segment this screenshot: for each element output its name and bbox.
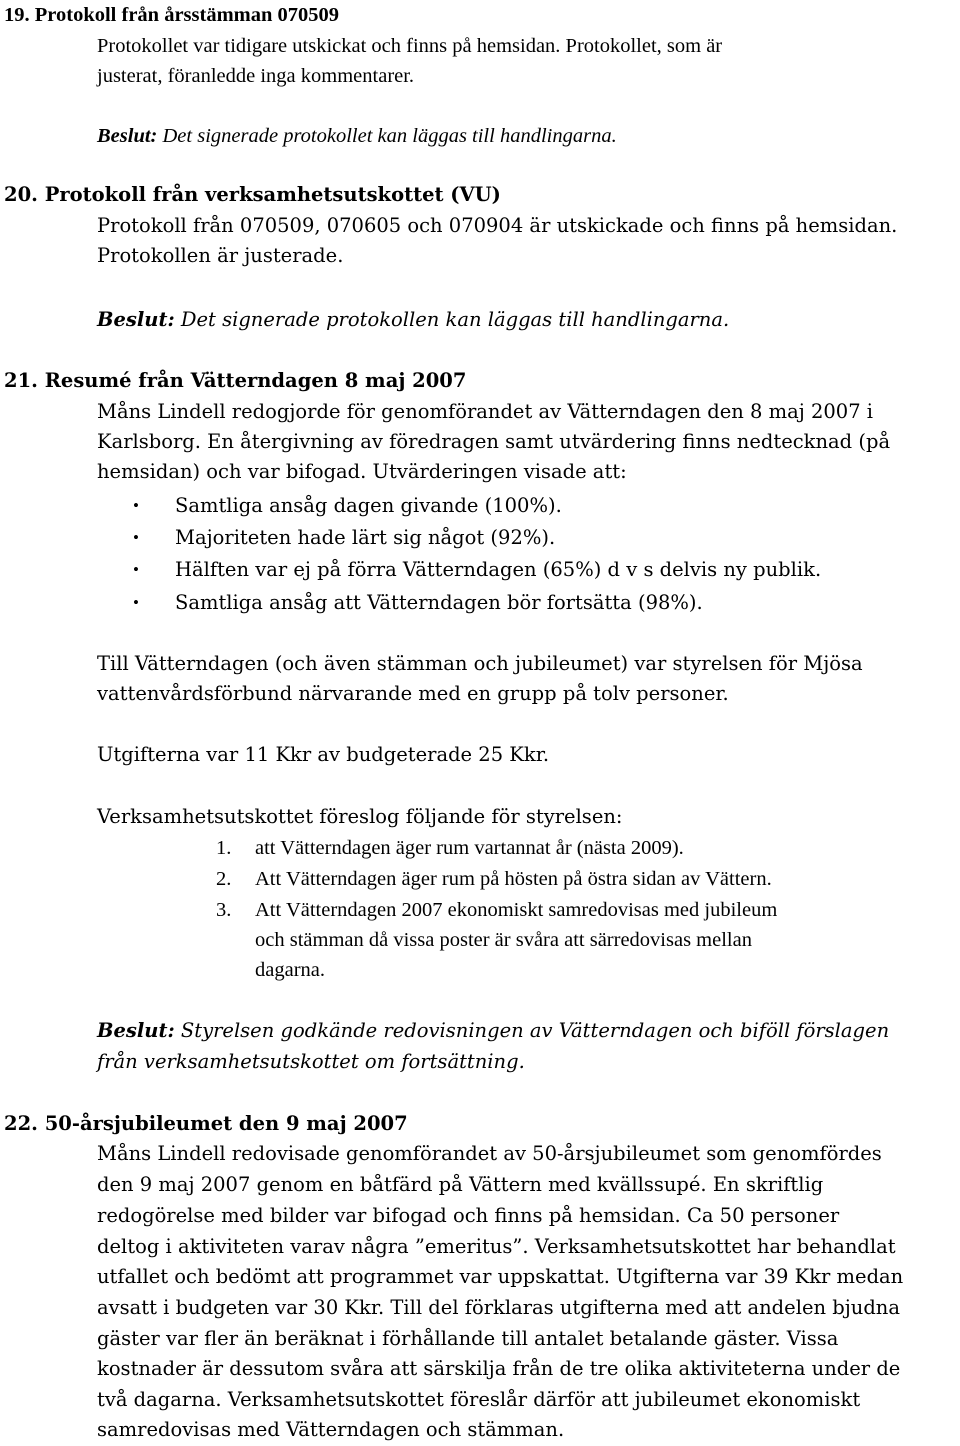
list-number: 3. [216, 899, 232, 921]
bullet-item: Hälften var ej på förra Vätterndagen (65%) d v s delvis ny publik. [175, 558, 822, 581]
bullet-icon: • [133, 593, 139, 612]
section-22-text-line: samredovisas med Vätterndagen och stämman. [97, 1418, 565, 1441]
decision-text: Det signerade protokollet kan läggas till handlingarna. [157, 125, 617, 147]
list-number: 2. [216, 868, 232, 890]
section-21-text-line: Måns Lindell redogjorde för genomförandet av Vätterndagen den 8 maj 2007 i [97, 400, 874, 423]
bullet-icon: • [133, 528, 139, 547]
section-19-text-line: Protokollet var tidigare utskickat och finns på hemsidan. Protokollet, som är [97, 35, 723, 57]
section-22-heading: 22. 50-årsjubileumet den 9 maj 2007 [4, 1112, 408, 1135]
bullet-icon: • [133, 560, 139, 579]
bullet-icon: • [133, 496, 139, 515]
section-22-text-line: redogörelse med bilder var bifogad och finns på hemsidan. Ca 50 personer [97, 1204, 840, 1227]
section-21-text-line: Karlsborg. En återgivning av föredragen samt utvärdering finns nedtecknad (på [97, 430, 891, 453]
decision-text: Styrelsen godkände redovisningen av Vätterndagen och biföll förslagen [174, 1019, 890, 1042]
list-number: 1. [216, 837, 232, 859]
bullet-item: Samtliga ansåg att Vätterndagen bör fortsätta (98%). [175, 591, 703, 614]
section-20-heading: 20. Protokoll från verksamhetsutskottet (VU) [4, 183, 501, 206]
section-19-decision [97, 121, 617, 151]
section-22-text-line: två dagarna. Verksamhetsutskottet föreslår därför att jubileumet ekonomiskt [97, 1388, 861, 1411]
paragraph-line: Till Vätterndagen (och även stämman och jubileumet) var styrelsen för Mjösa [97, 652, 863, 675]
proposal-item: att Vätterndagen äger rum vartannat år (nästa 2009). [255, 837, 684, 859]
decision-label: Beslut: [97, 308, 175, 331]
section-19-heading: 19. Protokoll från årsstämman 070509 [4, 4, 340, 26]
section-22-text-line: den 9 maj 2007 genom en båtfärd på Vättern med kvällssupé. En skriftlig [97, 1173, 824, 1196]
section-21-decision-line: från verksamhetsutskottet om fortsättning. [97, 1050, 525, 1073]
paragraph-line: vattenvårdsförbund närvarande med en grupp på tolv personer. [97, 682, 729, 705]
section-20-text-line: Protokollen är justerade. [97, 244, 344, 267]
proposal-item: och stämman då vissa poster är svåra att särredovisas mellan [255, 929, 752, 951]
section-22-text-line: Måns Lindell redovisade genomförandet av 50-årsjubileumet som genomfördes [97, 1142, 882, 1165]
section-22-text-line: avsatt i budgeten var 30 Kkr. Till del förklaras utgifterna med att andelen bjudna [97, 1296, 900, 1319]
proposal-item: Att Vätterndagen äger rum på hösten på östra sidan av Vättern. [255, 868, 772, 890]
decision-label: Beslut: [97, 1019, 175, 1042]
paragraph-line: Utgifterna var 11 Kkr av budgeterade 25 Kkr. [97, 743, 550, 766]
section-21-heading: 21. Resumé från Vätterndagen 8 maj 2007 [4, 369, 467, 392]
section-19-text-line: justerat, föranledde inga kommentarer. [97, 65, 415, 87]
paragraph-line: Verksamhetsutskottet föreslog följande för styrelsen: [97, 805, 623, 828]
section-22-text-line: kostnader är dessutom svåra att särskilja från de tre olika aktiviteterna under de [97, 1357, 901, 1380]
section-20-text-line: Protokoll från 070509, 070605 och 070904 är utskickade och finns på hemsidan. [97, 214, 898, 237]
bullet-item: Samtliga ansåg dagen givande (100%). [175, 494, 562, 517]
section-22-text-line: utfallet och bedömt att programmet var uppskattat. Utgifterna var 39 Kkr medan [97, 1265, 904, 1288]
section-22-text-line: deltog i aktiviteten varav några ”emeritus”. Verksamhetsutskottet har behandlat [97, 1235, 896, 1258]
decision-label: Beslut: [97, 125, 158, 147]
section-20-decision [97, 305, 729, 335]
section-21-decision [97, 1016, 889, 1046]
proposal-item: Att Vätterndagen 2007 ekonomiskt samredovisas med jubileum [255, 899, 778, 921]
bullet-item: Majoriteten hade lärt sig något (92%). [175, 526, 556, 549]
decision-text: Det signerade protokollen kan läggas till handlingarna. [174, 308, 730, 331]
proposal-item: dagarna. [255, 959, 325, 981]
section-22-text-line: gäster var fler än beräknat i förhållande till antalet betalande gäster. Vissa [97, 1327, 839, 1350]
section-21-text-line: hemsidan) och var bifogad. Utvärderingen visade att: [97, 460, 627, 483]
